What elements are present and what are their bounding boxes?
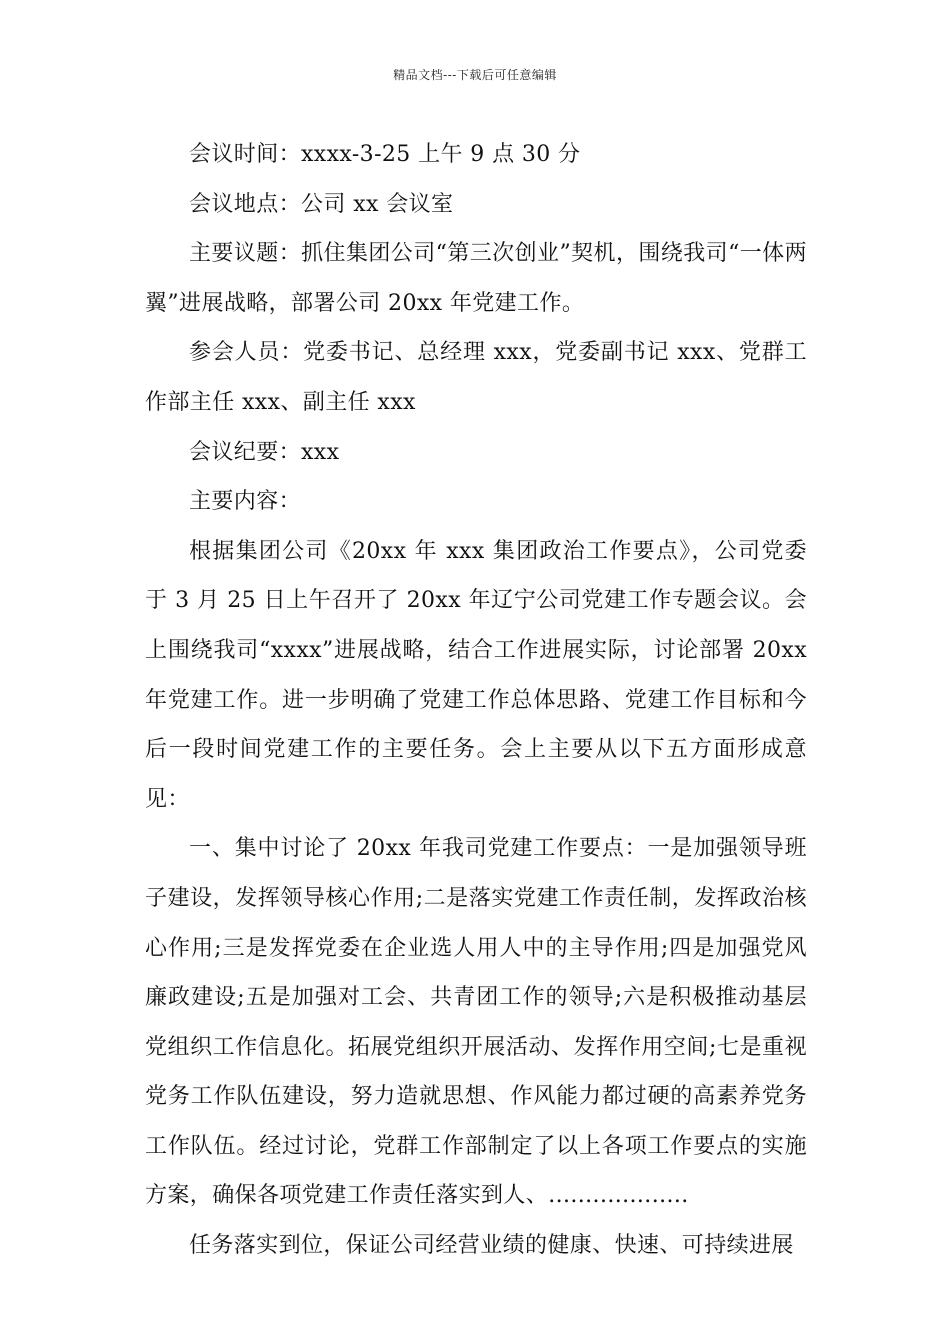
content-paragraph: 任务落实到位，保证公司经营业绩的健康、快速、可持续进展 bbox=[189, 1233, 794, 1259]
content-paragraph: 一、集中讨论了 20xx 年我司党建工作要点：一是加强领导班子建设，发挥领导核心作用;二是落实党建工作责任制，发挥政治核心作用;三是发挥党委在企业选人用人中的主导作用;四是加强党风廉政建设;五是加强对工会、共青团工作的领导;六是积极推动基层党组织工作信息化。拓展党组织开展活动、发挥作用空间;七是重视党务工作队伍建设，努力造就思想、作风能力都过硬的高素养党务工作队伍。经过讨论，党群工作部制定了以上各项工作要点的实施方案，确保各项党建工作责任落实到人、................... bbox=[145, 836, 807, 1209]
document-body bbox=[145, 130, 807, 1271]
meeting-topic: 主要议题：抓住集团公司“第三次创业”契机，围绕我司“一体两翼”进展战略，部署公司 20xx 年党建工作。 bbox=[145, 241, 807, 316]
meeting-minutes-taker: 会议纪要：xxx bbox=[189, 439, 340, 465]
meeting-time: 会议时间：xxxx-3-25 上午 9 点 30 分 bbox=[189, 142, 581, 167]
meeting-attendees: 参会人员：党委书记、总经理 xxx，党委副书记 xxx、党群工作部主任 xxx、副主任 xxx bbox=[145, 340, 807, 415]
content-paragraph: 根据集团公司《20xx 年 xxx 集团政治工作要点》，公司党委于 3 月 25 日上午召开了 20xx 年辽宁公司党建工作专题会议。会上围绕我司“xxxx”进展战略，结合工作进展实际，讨论部署 20xx 年党建工作。进一步明确了党建工作总体思路、党建工作目标和今后一段时间党建工作的主要任务。会上主要从以下五方面形成意见： bbox=[145, 538, 807, 812]
meeting-location: 会议地点：公司 xx 会议室 bbox=[189, 191, 454, 217]
page-header: 精品文档---下载后可任意编辑 bbox=[393, 68, 557, 82]
main-content-heading: 主要内容： bbox=[189, 489, 302, 515]
